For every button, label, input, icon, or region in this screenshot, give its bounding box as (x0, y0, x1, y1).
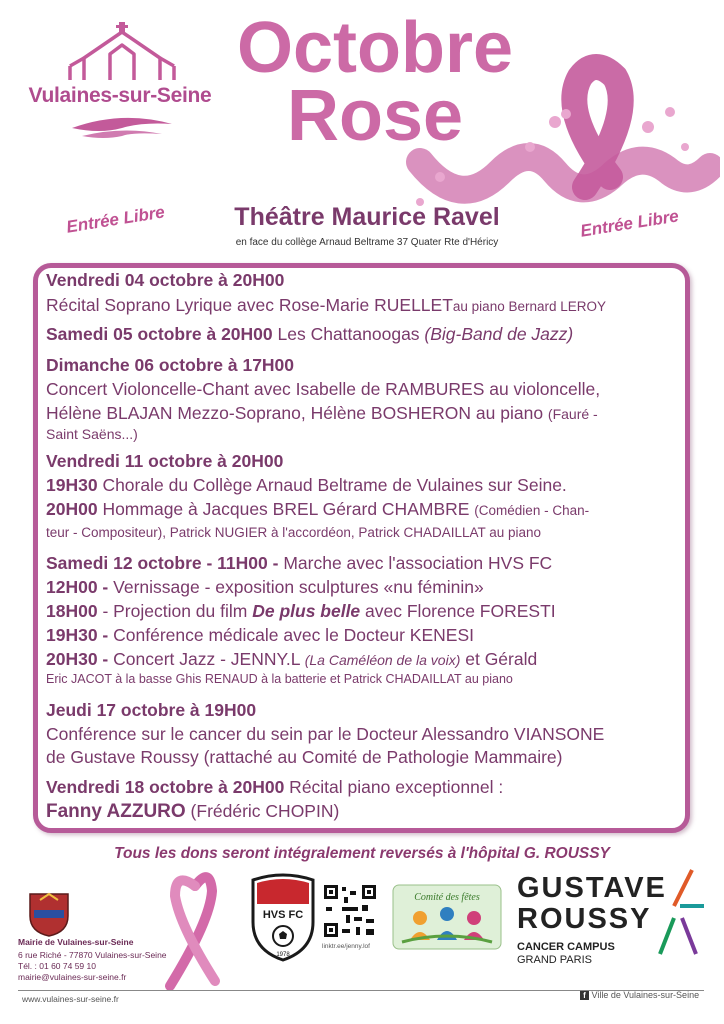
event-7-line1-text: Récital piano exceptionnel : (284, 777, 504, 797)
event-4-line3: teur - Compositeur), Patrick NUGIER à l'accordéon, Patrick CHADAILLAT au piano (46, 525, 542, 540)
facebook-link[interactable] (580, 990, 699, 1000)
event-5-line4-text: Conférence médicale avec le Docteur KENESI (108, 625, 474, 645)
venue-name: Théâtre Maurice Ravel (234, 203, 500, 231)
event-4-line2-small: (Comédien - Chan- (474, 503, 590, 518)
event-4-line1-text: Chorale du Collège Arnaud Beltrame de Vulaines sur Seine. (97, 475, 567, 495)
event-3-line2 (46, 403, 598, 424)
event-5-line2-text: Vernissage - exposition sculptures «nu féminin» (108, 577, 484, 597)
event-7-date: Vendredi 18 octobre à 20H00 (46, 777, 285, 797)
qr-caption: linktr.ee/jenny.lof (322, 943, 370, 950)
hvs-fc-text: HVS FC (262, 909, 304, 921)
event-5-line6: Eric JACOT à la basse Ghis RENAUD à la batterie et Patrick CHADAILLAT au piano (46, 672, 513, 686)
comite-text: Comité des fêtes (414, 892, 480, 903)
mairie-phone: Tél. : 01 60 74 59 10 (18, 961, 96, 971)
event-5-line1 (46, 553, 552, 574)
event-7-composer: (Frédéric CHOPIN) (185, 801, 340, 821)
event-3-line2-small: (Fauré - (547, 406, 598, 422)
event-5-time5: 20H30 - (46, 649, 109, 669)
mairie-address: 6 rue Riché - 77870 Vulaines-sur-Seine (18, 950, 167, 960)
event-3-date: Dimanche 06 octobre à 17H00 (46, 355, 295, 375)
pink-ribbon-illustration (380, 52, 720, 222)
event-4-time1: 19H30 (46, 475, 98, 495)
pink-ribbon-icon (150, 866, 230, 996)
mairie-email[interactable]: mairie@vulaines-sur-seine.fr (18, 972, 127, 982)
event-2-italic: (Big-Band de Jazz) (424, 324, 574, 344)
title-rose: Rose (286, 76, 464, 156)
coat-of-arms-icon (26, 890, 72, 938)
entree-libre-left: Entrée Libre (65, 202, 167, 237)
event-1-date: Vendredi 04 octobre à 20H00 (46, 270, 285, 290)
comite-des-fetes-logo (392, 884, 502, 950)
event-5-line5-b: et Gérald (460, 649, 538, 669)
mairie-title: Mairie de Vulaines-sur-Seine (18, 937, 134, 947)
hvs-fc-year: 1978 (276, 952, 290, 958)
event-5-line5-italic: (La Caméléon de la voix) (304, 652, 461, 668)
event-2-text: Les Chattanoogas (272, 324, 425, 344)
event-4-line2 (46, 499, 589, 520)
venue-address: en face du collège Arnaud Beltrame 37 Quater Rte d'Héricy (235, 237, 499, 248)
event-1-small: au piano Bernard LEROY (452, 299, 607, 314)
website-link[interactable]: www.vulaines-sur-seine.fr (22, 994, 119, 1004)
facebook-text: Ville de Vulaines-sur-Seine (591, 990, 700, 1000)
gustave-roussy-slash-icon (650, 866, 710, 958)
event-5-line4 (46, 625, 474, 646)
facebook-icon: f (580, 991, 589, 1000)
event-1-main: Récital Soprano Lyrique avec Rose-Marie RUELLET (46, 295, 453, 315)
entree-libre-right: Entrée Libre (579, 206, 681, 241)
event-5-line2 (46, 577, 484, 598)
gustave-roussy-line4: GRAND PARIS (517, 954, 592, 966)
event-2-date: Samedi 05 octobre à 20H00 (46, 324, 273, 344)
event-7-line2 (46, 801, 339, 823)
qr-code[interactable] (322, 883, 378, 939)
gustave-roussy-line2: ROUSSY (517, 903, 652, 935)
donation-note: Tous les dons seront intégralement reversés à l'hôpital G. ROUSSY (114, 845, 610, 862)
gustave-roussy-line1: GUSTAVE (517, 872, 667, 904)
event-5-time3: 18H00 (46, 601, 98, 621)
event-3-line2-main: Hélène BLAJAN Mezzo-Soprano, Hélène BOSHERON au piano (46, 403, 548, 423)
event-4-line2-text: Hommage à Jacques BREL Gérard CHAMBRE (97, 499, 475, 519)
event-1-text (46, 295, 606, 316)
event-5-line5 (46, 649, 537, 670)
event-7-line1 (46, 777, 503, 798)
event-5-date: Samedi 12 octobre - 11H00 - (46, 553, 279, 573)
event-5-line3-b: avec Florence FORESTI (360, 601, 556, 621)
event-5-time4: 19H30 - (46, 625, 109, 645)
event-6-date: Jeudi 17 octobre à 19H00 (46, 700, 257, 720)
town-logo (22, 18, 222, 148)
hvs-fc-logo (248, 872, 318, 962)
event-5-time2: 12H00 - (46, 577, 109, 597)
event-5-line1-text: Marche avec l'association HVS FC (278, 553, 553, 573)
event-3-line1: Concert Violoncelle-Chant avec Isabelle de RAMBURES au violoncelle, (46, 379, 601, 399)
event-3-line3: Saint Saëns...) (46, 426, 138, 442)
event-5-line5-a: Concert Jazz - JENNY.L (108, 649, 305, 669)
event-4-time2: 20H00 (46, 499, 98, 519)
event-7-pianist: Fanny AZZURO (46, 801, 186, 822)
town-name: Vulaines-sur-Seine (28, 84, 212, 107)
title-octobre: Octobre (236, 8, 514, 88)
event-2 (46, 324, 573, 345)
event-6-line1: Conférence sur le cancer du sein par le Docteur Alessandro VIANSONE (46, 724, 605, 744)
event-5-line3-a: - Projection du film (97, 601, 253, 621)
event-4-date: Vendredi 11 octobre à 20H00 (46, 451, 284, 471)
event-4-line1 (46, 475, 567, 496)
gustave-roussy-line3: CANCER CAMPUS (517, 941, 615, 953)
event-5-film-title: De plus belle (252, 601, 361, 621)
event-6-line2: de Gustave Roussy (rattaché au Comité de Pathologie Mammaire) (46, 747, 563, 767)
event-5-line3 (46, 601, 556, 622)
